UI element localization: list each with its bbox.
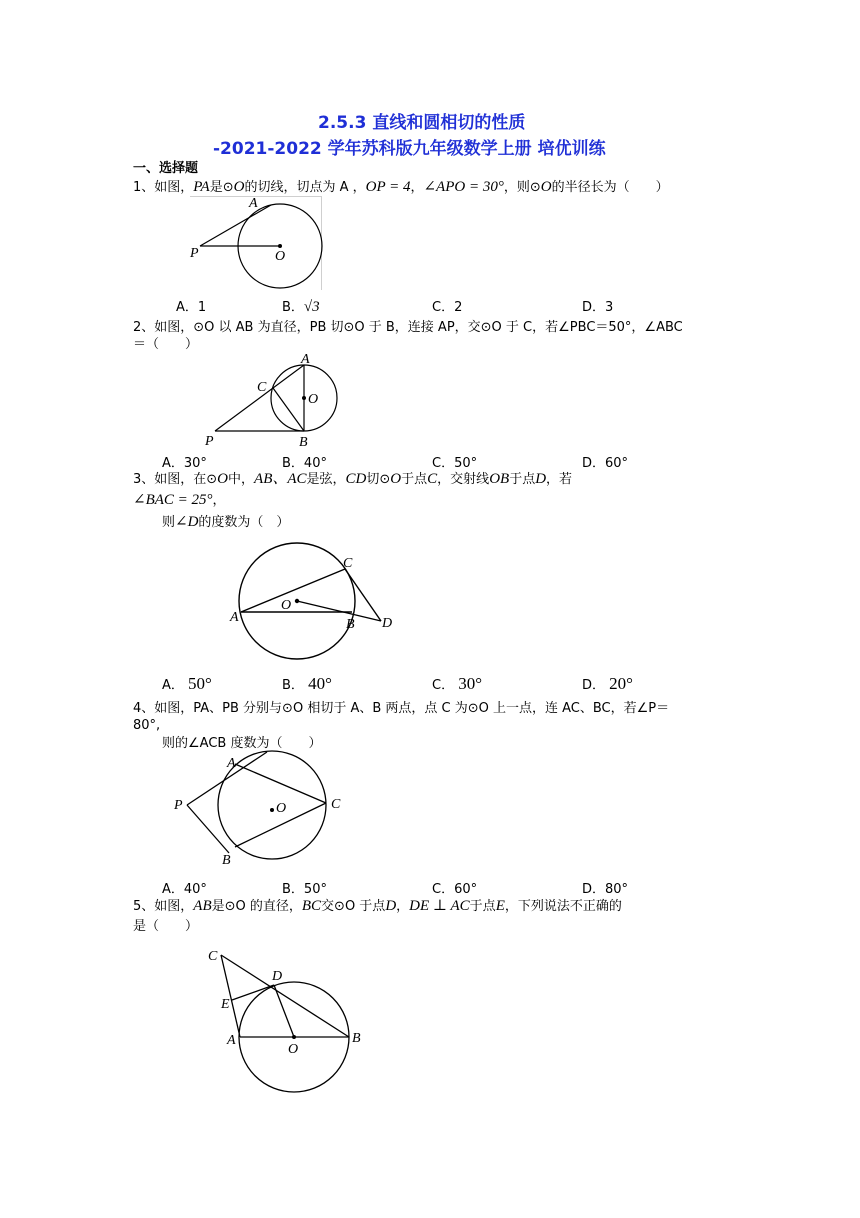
q1-label-a: A (249, 196, 258, 211)
q2-label-b: B (299, 435, 308, 450)
q4-option-a[interactable]: A．40° (162, 882, 207, 897)
q1-angle: ∠APO = 30° (423, 179, 504, 195)
q1-option-a[interactable]: A．1 (176, 300, 207, 315)
q5-label-c: C (208, 949, 218, 964)
q4-option-d[interactable]: D．80° (582, 882, 629, 897)
q1-pa: PA (193, 179, 210, 195)
q1-text-e: ，则⊙ (503, 180, 541, 195)
q2-label-o: O (308, 392, 319, 407)
q2-option-b[interactable]: B．40° (282, 456, 327, 471)
q1-option-c[interactable]: C．2 (432, 300, 463, 315)
question-4-stem-line-2: 80°, (133, 718, 161, 733)
q3-label-a: A (230, 610, 239, 625)
section-label: 一、选择题 (133, 161, 199, 176)
title-line-2: -2021-2022 学年苏科版九年级数学上册 培优训练 (213, 139, 606, 159)
q4-option-b[interactable]: B．50° (282, 882, 327, 897)
q4-label-c: C (331, 797, 341, 812)
q5-label-d: D (272, 969, 283, 984)
q1-text-d: ， (410, 180, 424, 195)
question-4-stem-line-1: 4、如图，PA、PB 分别与⊙O 相切于 A、B 两点，点 C 为⊙O 上一点，连 AC、BC，若∠P＝ (133, 701, 670, 716)
q2-label-a: A (301, 352, 310, 367)
q3-option-b[interactable]: B． 40° (282, 674, 332, 693)
q1-option-d[interactable]: D．3 (582, 300, 614, 315)
question-5-stem-line-2: 是（ ） (133, 919, 199, 934)
q3-label-d: D (382, 616, 393, 631)
q1-o: O (233, 179, 245, 195)
q3-option-c[interactable]: C． 30° (432, 674, 483, 693)
q4-label-p: P (174, 798, 183, 813)
q4-label-a: A (227, 756, 236, 771)
q2-label-c: C (257, 380, 267, 395)
q1-o2: O (540, 179, 552, 195)
q3-label-o: O (281, 598, 292, 613)
q3-option-a[interactable]: A． 50° (162, 674, 212, 693)
q1-label-o: O (275, 249, 286, 264)
question-2-stem-line-2: ＝（ ） (133, 337, 199, 352)
question-3-stem-line-1: 3、如图，在⊙O中，AB、AC是弦，CD切⊙O于点C，交射线OB于点D，若 (133, 471, 573, 487)
q1-text-f: 的半径长为（ ） (551, 180, 669, 195)
question-4-stem-line-3: 则的∠ACB 度数为（ ） (162, 736, 322, 751)
title-line-1: 2.5.3 直线和圆相切的性质 (318, 113, 526, 133)
q1-label-p: P (190, 246, 199, 261)
q2-label-p: P (205, 434, 214, 449)
q1-option-b[interactable]: B．√3 (282, 299, 320, 315)
q3-label-b: B (346, 617, 355, 632)
q4-option-c[interactable]: C．60° (432, 882, 478, 897)
question-3-stem-line-2: ∠BAC = 25°， (133, 492, 226, 508)
q4-label-b: B (222, 853, 231, 868)
q1-option-b-value: √3 (303, 299, 320, 315)
q4-label-o: O (276, 801, 287, 816)
q1-text-c: 的切线，切点为 A ， (244, 180, 366, 195)
q1-op: OP = 4 (365, 179, 411, 195)
question-3-stem-line-3: 则∠D的度数为（ ） (162, 514, 290, 530)
q5-label-e: E (221, 997, 230, 1012)
q5-label-b: B (352, 1031, 361, 1046)
question-2-stem-line-1: 2、如图，⊙O 以 AB 为直径，PB 切⊙O 于 B，连接 AP，交⊙O 于 C，若∠PBC＝50°，∠ABC (133, 320, 683, 335)
q3-label-c: C (343, 556, 353, 571)
q2-option-d[interactable]: D．60° (582, 456, 629, 471)
question-5-stem-line-1: 5、如图，AB是⊙O 的直径，BC交⊙O 于点D，DE ⊥ AC于点E，下列说法不正确的 (133, 898, 622, 914)
q1-text-a: 1、如图， (133, 180, 194, 195)
q5-label-a: A (227, 1033, 236, 1048)
q1-text-b: 是⊙ (209, 180, 234, 195)
q5-label-o: O (288, 1042, 299, 1057)
q3-option-d[interactable]: D． 20° (582, 674, 633, 693)
q2-option-a[interactable]: A．30° (162, 456, 207, 471)
q2-option-c[interactable]: C．50° (432, 456, 478, 471)
